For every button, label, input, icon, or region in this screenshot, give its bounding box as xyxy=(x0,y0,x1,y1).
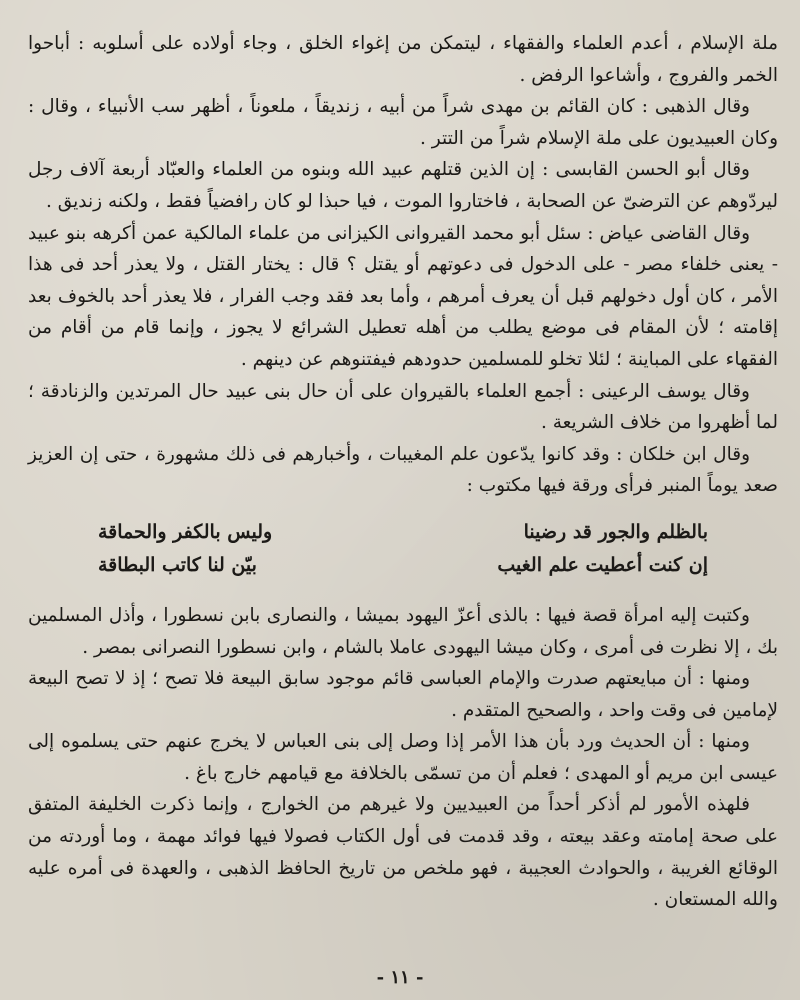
page-number: - ١١ - xyxy=(376,967,424,988)
paragraph-yusuf-ruayni: وقال يوسف الرعينى : أجمع العلماء بالقيروان على أن حال بنى عبيد حال المرتدين والزنادقة ؛ لما أظهروا من خلاف الشريعة . xyxy=(28,380,778,434)
paragraph-bayah: ومنها : أن مبايعتهم صدرت والإمام العباسى قائم موجود سابق البيعة فلا تصح ؛ إذ لا تصح البيعة لإمامين فى وقت واحد ، والصحيح المتقدم . xyxy=(28,668,778,721)
paragraph-ibn-khallikan: وقال ابن خلكان : وقد كانوا يدّعون علم المغيبات ، وأخبارهم فى ذلك مشهورة ، حتى إن العزيز صعد يوماً المنبر فرأى ورقة فيها مكتوب : xyxy=(28,443,778,497)
poem-verse xyxy=(28,516,778,582)
paragraph-conclusion: فلهذه الأمور لم أذكر أحداً من العبيديين ولا غيرهم من الخوارج ، وإنما ذكرت الخليفة المتفق على صحة إمامته وعقد بيعته ، وقد قدمت فى أول الكتاب فصولا فيها فوائد مهمة ، وما أوردته من الوقائع الغريبة ، والحوادث العجيبة ، فهو ملخص من تاريخ الحافظ الذهبى ، والعهدة فى أمره عليه والله المستعان . xyxy=(28,794,778,911)
paragraph-continuation: ملة الإسلام ، أعدم العلماء والفقهاء ، ليتمكن من إغواء الخلق ، وجاء أولاده على أسلوبه : أباحوا الخمر والفروج ، وأشاعوا الرفض . xyxy=(28,33,778,86)
paragraph-qabisi: وقال أبو الحسن القابسى : إن الذين قتلهم عبيد الله وبنوه من العلماء والعبّاد أربعة آلاف رجل ليردّوهم عن الترضىّ عن الصحابة ، فاختاروا الموت ، فيا حبذا لو كان رافضياً فقط ، ولكنه زنديق . xyxy=(28,159,778,212)
paragraph-hadith: ومنها : أن الحديث ورد بأن هذا الأمر إذا وصل إلى بنى العباس لا يخرج عنهم حتى يسلموه إلى عيسى ابن مريم أو المهدى ؛ فعلم أن من تسمّى بالخلافة مع قيامهم خارج باغ . xyxy=(28,731,778,784)
verse-line-2 xyxy=(98,549,708,582)
paragraph-woman-story: وكتبت إليه امرأة قصة فيها : بالذى أعزّ اليهود بميشا ، والنصارى بابن نسطورا ، وأذل المسلمين بك ، إلا نظرت فى أمرى ، وكان ميشا اليهودى عاملا بالشام ، وابن نسطورا النصرانى بمصر . xyxy=(28,604,778,658)
paragraph-qadi-iyad: وقال القاضى عياض : سئل أبو محمد القيروانى الكيزانى من علماء المالكية عمن أكرهه بنو عبيد - يعنى خلفاء مصر - على الدخول فى دعوتهم أو يقتل ؟ قال : يختار القتل ، ولا يعذر أحد فى هذا الأمر ، كان أول دخولهم قبل أن يعرف أمرهم ، وأما بعد فقد وجب الفرار ، فلا يعذر أحد بالخوف بعد إقامته ؛ لأن المقام فى موضع يطلب من أهله تعطيل الشرائع لا يجوز ، وإنما قام من أقام من الفقهاء على المباينة ؛ لئلا تخلو للمسلمين حدودهم فيفتنوهم عن دينهم . xyxy=(28,222,778,370)
verse-line-1 xyxy=(98,516,708,549)
verse-line-1-first-hemistich: بالظلم والجور قد رضينا xyxy=(523,520,708,543)
page-body-text xyxy=(28,28,778,916)
verse-line-1-second-hemistich: وليس بالكفر والحماقة xyxy=(98,520,273,543)
paragraph-dhahabi: وقال الذهبى : كان القائم بن مهدى شراً من أبيه ، زنديقاً ، ملعوناً ، أظهر سب الأنبياء ، وقال : وكان العبيديون على ملة الإسلام شراً من التتر . xyxy=(28,96,778,149)
verse-line-2-first-hemistich: إن كنت أعطيت علم الغيب xyxy=(497,553,708,576)
verse-line-2-second-hemistich: بيّن لنا كاتب البطاقة xyxy=(98,553,257,576)
